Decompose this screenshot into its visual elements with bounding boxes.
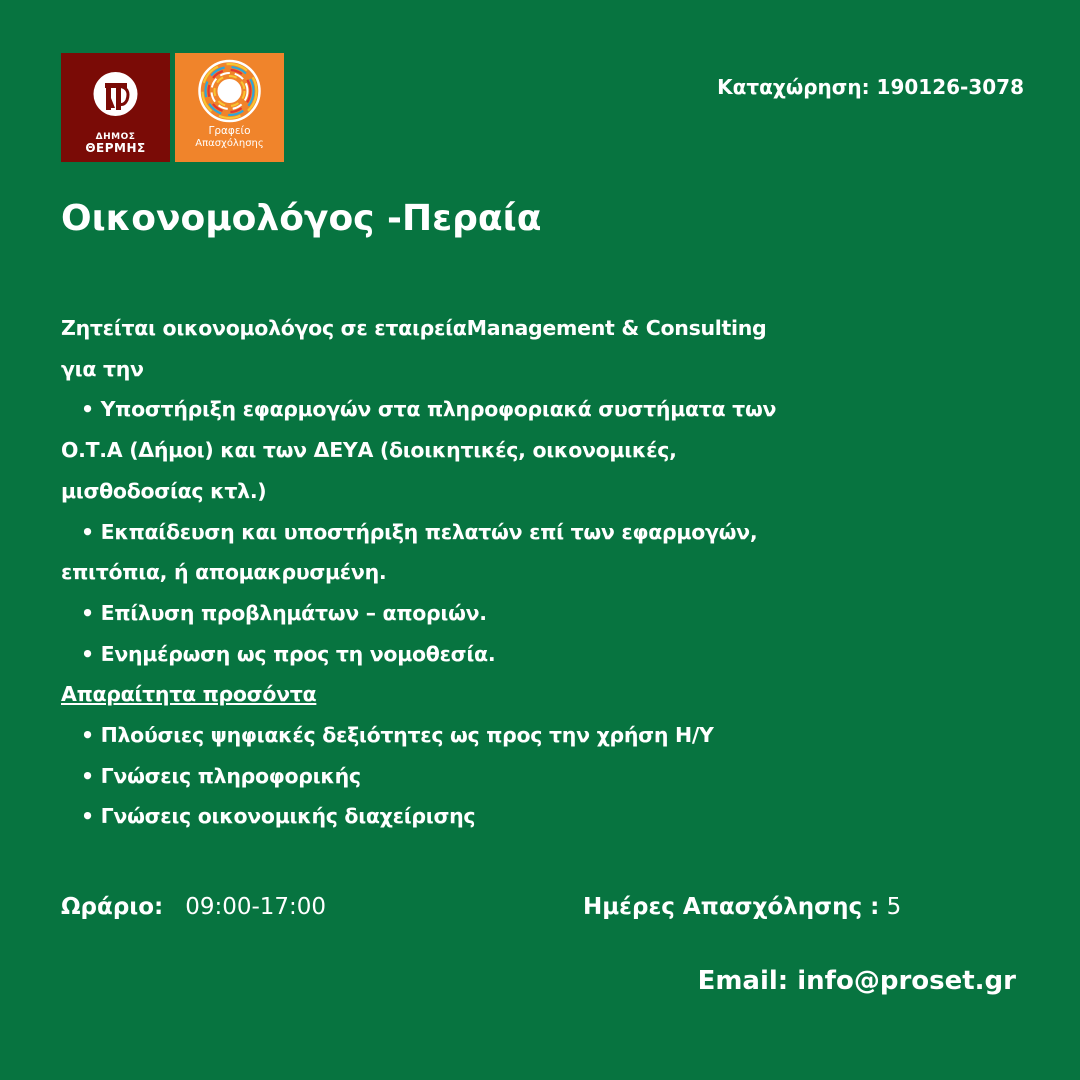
duty-item-3: • Επίλυση προβλημάτων – αποριών. — [81, 600, 487, 625]
working-hours — [61, 894, 326, 920]
contact-email: Email: info@proset.gr — [697, 966, 1016, 996]
employment-office-line1: Γραφείο — [208, 125, 251, 137]
intro-line-2: για την — [61, 356, 144, 381]
employment-office-logo — [175, 53, 284, 162]
municipality-name-line2: ΘΕΡΜΗΣ — [85, 141, 146, 155]
requirements-heading: Απαραίτητα προσόντα — [61, 682, 317, 707]
job-title: Οικονομολόγος -Περαία — [61, 198, 542, 239]
days-value: 5 — [886, 894, 902, 920]
requirement-item-2: • Γνώσεις πληροφορικής — [81, 763, 361, 788]
working-days — [583, 894, 901, 920]
duty-item-2-cont: επιτόπια, ή απομακρυσμένη. — [61, 560, 387, 585]
duty-item-4: • Ενημέρωση ως προς τη νομοθεσία. — [81, 641, 496, 666]
days-label: Ημέρες Απασχόλησης : — [583, 894, 880, 920]
duty-item-1-cont: Ο.Τ.Α (Δήμοι) και των ΔΕΥΑ (διοικητικές, οικονομικές, — [61, 438, 677, 463]
employment-office-line2: Απασχόλησης — [195, 138, 264, 149]
municipality-name-line1: ΔΗΜΟΣ — [95, 132, 136, 142]
requirement-item-1: • Πλούσιες ψηφιακές δεξιότητες ως προς την χρήση Η/Υ — [81, 723, 714, 748]
intro-line-1: Ζητείται οικονομολόγος σε εταιρείαManagement & Consulting — [61, 316, 767, 340]
municipality-logo — [61, 53, 170, 162]
duty-item-1: • Υποστήριξη εφαρμογών στα πληροφοριακά συστήματα των — [81, 397, 777, 422]
requirement-item-3: • Γνώσεις οικονομικής διαχείρισης — [81, 804, 476, 829]
hours-value — [171, 894, 327, 920]
hours-value-text: 09:00-17:00 — [185, 894, 327, 920]
duty-item-2: • Εκπαίδευση και υποστήριξη πελατών επί των εφαρμογών, — [81, 519, 758, 544]
duty-item-1-cont2: μισθοδοσίας κτλ.) — [61, 478, 267, 503]
job-description — [61, 308, 1021, 837]
registration-number: Καταχώρηση: 190126-3078 — [717, 75, 1024, 99]
hours-label: Ωράριο: — [61, 894, 164, 920]
